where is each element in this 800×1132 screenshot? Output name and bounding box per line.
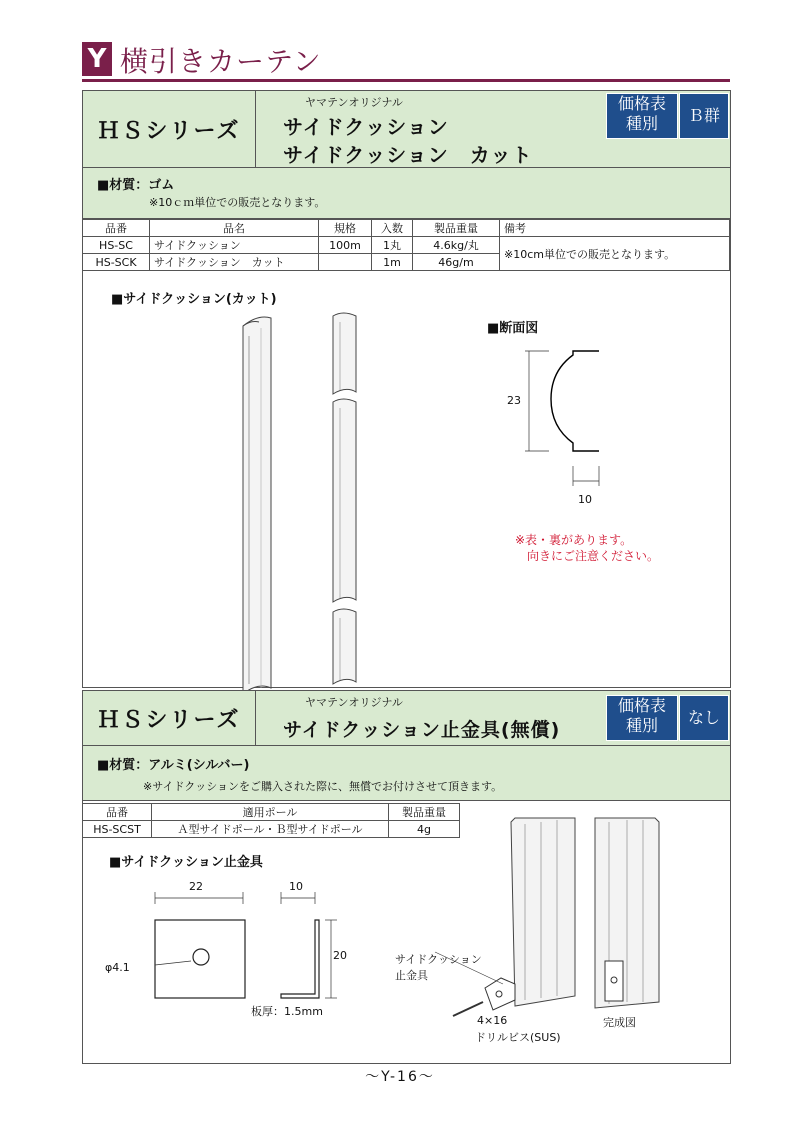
hole-diameter: φ4.1	[105, 961, 130, 974]
material-note: ※サイドクッションをご購入された際に、無償でお付けさせて頂きます。	[143, 780, 503, 793]
section-header	[83, 691, 730, 746]
dimension-width: 10	[578, 493, 592, 506]
figure-title: ■サイドクッション止金具	[109, 855, 263, 870]
dimension-height: 23	[507, 394, 521, 407]
table-row: HS-SCK サイドクッション カット 1m 46g/m	[83, 254, 730, 271]
dimension-20: 20	[333, 949, 347, 962]
dimension-22: 22	[189, 880, 203, 893]
section-stopper	[82, 690, 731, 1064]
price-type-label: 価格表 種別	[606, 695, 678, 741]
cross-section-title: ■断面図	[487, 321, 539, 336]
section-side-cushion	[82, 90, 731, 688]
remark-cell: ※10cm単位での販売となります。	[500, 237, 730, 271]
table-row: HS-SC サイドクッション 100m 1丸 4.6kg/丸 ※10cm単位での販売となります。	[83, 237, 730, 254]
figure-title: ■サイドクッション(カット)	[111, 292, 277, 307]
material-band	[83, 168, 730, 219]
plate-thickness: 板厚：1.5mm	[251, 1005, 323, 1018]
material-band	[83, 746, 730, 801]
material-label: ■材質：アルミ(シルバー)	[97, 758, 250, 773]
table-header-row: 品番 適用ポール 製品重量	[83, 804, 460, 821]
callout-label-1: サイドクッション	[395, 953, 482, 966]
screw-size: 4×16	[477, 1014, 508, 1027]
material-label: ■材質：ゴム	[97, 178, 175, 193]
series-name: ＨＳシリーズ	[83, 91, 256, 167]
product-name: サイドクッション止金具(無償)	[283, 719, 561, 741]
cross-section-drawing	[503, 341, 613, 511]
dimension-10: 10	[289, 880, 303, 893]
spec-table	[82, 803, 460, 838]
series-name: ＨＳシリーズ	[83, 691, 256, 745]
product-name-2: サイドクッション カット	[283, 143, 533, 167]
section-header	[83, 91, 730, 168]
orientation-note-1: ※表・裏があります。	[515, 533, 633, 547]
callout-label-2: 止金具	[395, 969, 428, 982]
brand-label: ヤマテンオリジナル	[305, 696, 403, 709]
screw-name: ドリルビス(SUS)	[475, 1031, 561, 1044]
price-group: なし	[679, 695, 729, 741]
category-rule	[82, 79, 730, 82]
price-type-label: 価格表 種別	[606, 93, 678, 139]
complete-label: 完成図	[603, 1016, 636, 1029]
cushion-cut-illustration	[318, 306, 378, 696]
product-name-1: サイドクッション	[283, 115, 449, 139]
orientation-note-2: 向きにご注意ください。	[527, 549, 660, 563]
material-note: ※10ｃｍ単位での販売となります。	[149, 196, 326, 209]
category-title: 横引きカーテン	[120, 45, 322, 78]
table-header-row: 品番 品名 規格 入数 製品重量 備考	[83, 220, 730, 237]
price-group: Ｂ群	[679, 93, 729, 139]
stopper-drawing	[143, 886, 433, 1011]
spec-table	[82, 219, 730, 271]
page-number: ～Y-16～	[365, 1069, 435, 1085]
installation-drawing	[433, 816, 703, 1031]
category-badge: Y	[82, 42, 112, 76]
brand-label: ヤマテンオリジナル	[305, 96, 403, 109]
table-row: HS-SCST Ａ型サイドポール・Ｂ型サイドポール 4g	[83, 821, 460, 838]
